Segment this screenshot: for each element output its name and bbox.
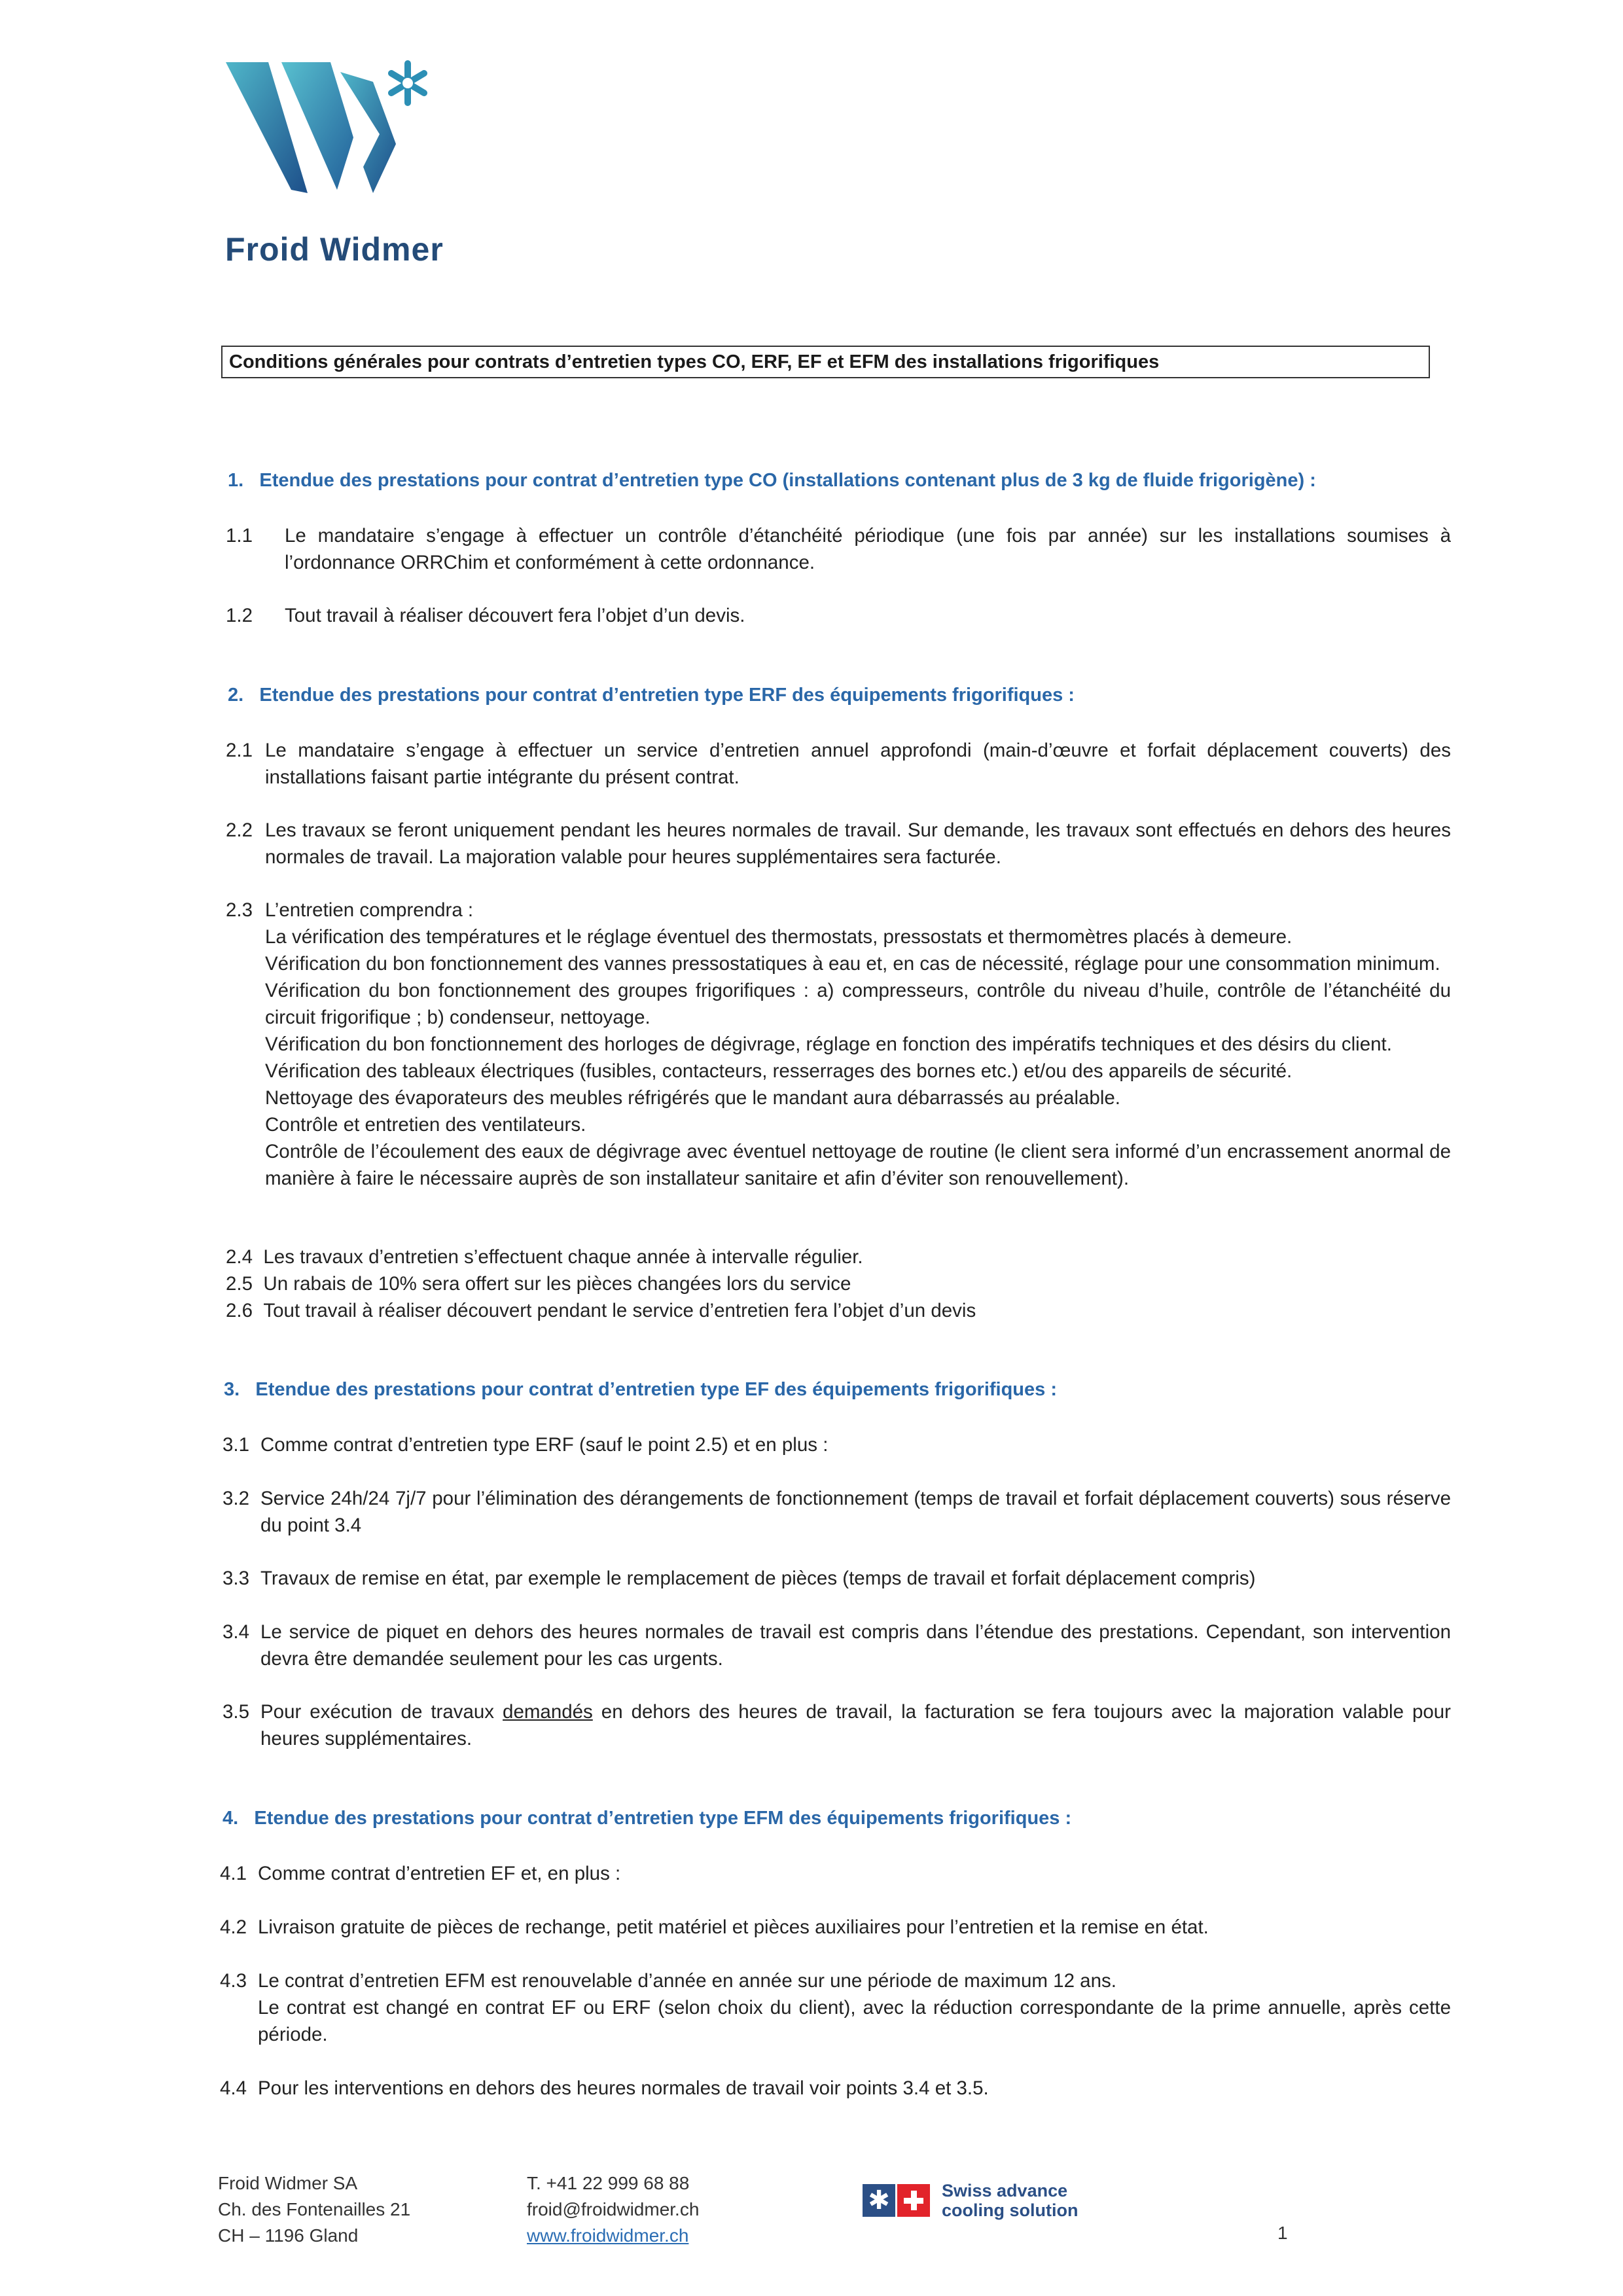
clause-number: 2.3 bbox=[226, 899, 253, 921]
city-address: CH – 1196 Gland bbox=[218, 2225, 359, 2246]
maintenance-item: Contrôle de l’écoulement des eaux de dégivrage avec éventuel nettoyage de routine (le client sera informé d’un encrassement anormal de manière à faire le nécessaire auprès de son installateur sanitaire et afin d’éviter son renouvellement). bbox=[265, 1141, 1451, 1189]
section-4-heading: 4. Etendue des prestations pour contrat d’entretien type EFM des équipements frigorifiques : bbox=[223, 1808, 1072, 1829]
underlined-word: demandés bbox=[503, 1701, 593, 1723]
clause-text: Livraison gratuite de pièces de rechange, petit matériel et pièces auxiliaires pour l’entretien et la remise en état. bbox=[258, 1916, 1209, 1938]
clause-text: Le contrat d’entretien EFM est renouvelable d’année en année sur une période de maximum 12 ans. bbox=[258, 1970, 1116, 1992]
clause-number: 4.3 bbox=[220, 1970, 247, 1992]
clause-3-4 bbox=[223, 1619, 1451, 1672]
maintenance-item: Vérification des tableaux électriques (fusibles, contacteurs, resserrages des bornes etc.) et/ou des appareils de sécurité. bbox=[265, 1060, 1293, 1082]
clause-text: Le mandataire s’engage à effectuer un contrôle d’étanchéité périodique (une fois par année) sur les installations soumises à l’ordonnance ORRChim et conformément à cette ordonnance. bbox=[285, 525, 1451, 573]
swiss-badge-line2: cooling solution bbox=[942, 2200, 1079, 2220]
clause-3-2 bbox=[223, 1485, 1451, 1539]
clause-4-2 bbox=[220, 1914, 1451, 1941]
maintenance-items-list bbox=[265, 924, 1451, 1192]
clause-number: 1.2 bbox=[226, 605, 253, 626]
froid-widmer-logo bbox=[223, 56, 445, 203]
clause-text bbox=[260, 1698, 1451, 1752]
maintenance-item: Nettoyage des évaporateurs des meubles réfrigérés que le mandant aura débarrassés au préalable. bbox=[265, 1087, 1120, 1109]
website-link[interactable]: www.froidwidmer.ch bbox=[527, 2225, 689, 2246]
document-title-text: Conditions générales pour contrats d’entretien types CO, ERF, EF et EFM des installations frigorifiques bbox=[229, 351, 1160, 372]
document-title bbox=[221, 346, 1430, 378]
clause-text: Comme contrat d’entretien EF et, en plus : bbox=[258, 1863, 621, 1884]
page-number: 1 bbox=[1277, 2223, 1288, 2243]
swiss-badge-label bbox=[942, 2181, 1078, 2220]
swiss-badge-line1: Swiss advance bbox=[942, 2181, 1068, 2200]
swiss-cross-icon bbox=[897, 2184, 930, 2217]
clause-number: 4.2 bbox=[220, 1916, 247, 1938]
maintenance-item: Vérification du bon fonctionnement des vannes pressostatiques à eau et, en cas de nécessité, réglage pour une consommation minimum. bbox=[265, 953, 1440, 975]
clause-number: 3.4 bbox=[223, 1621, 250, 1643]
clause-text: Tout travail à réaliser découvert fera l’objet d’un devis. bbox=[285, 605, 745, 626]
maintenance-item: La vérification des températures et le réglage éventuel des thermostats, pressostats et thermomètres placés à demeure. bbox=[265, 926, 1293, 948]
section-1-heading: 1. Etendue des prestations pour contrat d’entretien type CO (installations contenant plus de 3 kg de fluide frigorigène) : bbox=[228, 470, 1316, 491]
clause-number: 4.1 bbox=[220, 1863, 247, 1884]
maintenance-item: Vérification du bon fonctionnement des groupes frigorifiques : a) compresseurs, contrôle du niveau d’huile, contrôle de l’étanchéité du circuit frigorifique ; b) condenseur, nettoyage. bbox=[265, 980, 1451, 1028]
section-3-heading: 3. Etendue des prestations pour contrat d’entretien type EF des équipements frigorifiques : bbox=[224, 1379, 1057, 1400]
clause-text: Travaux de remise en état, par exemple le remplacement de pièces (temps de travail et forfait déplacement compris) bbox=[260, 1568, 1256, 1589]
brand-name: Froid Widmer bbox=[225, 231, 444, 268]
clause-number: 2.1 bbox=[226, 740, 253, 761]
clause-text: Les travaux se feront uniquement pendant les heures normales de travail. Sur demande, les travaux sont effectués en dehors des heures normales de travail. La majoration valable pour heures supplémentaires sera facturée. bbox=[265, 819, 1451, 868]
clause-4-3 bbox=[220, 1967, 1451, 2048]
clause-2-1 bbox=[226, 737, 1451, 791]
clause-number: 1.1 bbox=[226, 525, 253, 547]
snowflake-icon: ✱ bbox=[863, 2184, 895, 2217]
email-address: froid@froidwidmer.ch bbox=[527, 2199, 700, 2219]
clause-number: 3.2 bbox=[223, 1488, 250, 1509]
clause-3-1 bbox=[223, 1431, 1451, 1458]
maintenance-item: Vérification du bon fonctionnement des horloges de dégivrage, réglage en fonction des impératifs techniques et des désirs du client. bbox=[265, 1033, 1392, 1055]
footer-address bbox=[218, 2170, 410, 2249]
clause-2-2 bbox=[226, 817, 1451, 870]
clause-text: L’entretien comprendra : bbox=[265, 899, 474, 921]
clause-1-2 bbox=[226, 602, 1451, 629]
clause-4-1 bbox=[220, 1860, 1451, 1887]
clause-2-5: 2.5 Un rabais de 10% sera offert sur les pièces changées lors du service bbox=[226, 1273, 851, 1295]
clause-number: 3.5 bbox=[223, 1701, 250, 1723]
clause-text: Service 24h/24 7j/7 pour l’élimination des dérangements de fonctionnement (temps de travail et forfait déplacement couverts) sous réserve du point 3.4 bbox=[260, 1488, 1451, 1536]
clause-number: 2.2 bbox=[226, 819, 253, 841]
clause-2-4: 2.4 Les travaux d’entretien s’effectuent chaque année à intervalle régulier. bbox=[226, 1246, 863, 1268]
clause-text-part: en dehors des heures de travail, la facturation se fera toujours avec la majoration valable pour heures supplémentaires. bbox=[260, 1701, 1452, 1749]
clause-text: Le contrat est changé en contrat EF ou ERF (selon choix du client), avec la réduction correspondante de la prime annuelle, après cette période. bbox=[258, 1997, 1451, 2045]
maintenance-item: Contrôle et entretien des ventilateurs. bbox=[265, 1114, 586, 1136]
section-2-heading: 2. Etendue des prestations pour contrat d’entretien type ERF des équipements frigorifiques : bbox=[228, 685, 1075, 706]
swiss-advance-badge bbox=[863, 2181, 1078, 2220]
clause-4-4 bbox=[220, 2075, 1451, 2102]
clause-number: 3.3 bbox=[223, 1568, 250, 1589]
clause-text: Le mandataire s’engage à effectuer un service d’entretien annuel approfondi (main-d’œuvre et forfait déplacement couverts) des installations faisant partie intégrante du présent contrat. bbox=[265, 740, 1451, 788]
clause-number: 3.1 bbox=[223, 1434, 250, 1456]
clause-number: 4.4 bbox=[220, 2077, 247, 2099]
company-name: Froid Widmer SA bbox=[218, 2173, 358, 2193]
clause-2-6: 2.6 Tout travail à réaliser découvert pendant le service d’entretien fera l’objet d’un devis bbox=[226, 1300, 976, 1321]
footer-contact bbox=[527, 2170, 699, 2249]
clause-text-part: Pour exécution de travaux bbox=[260, 1701, 503, 1723]
clause-2-3 bbox=[226, 897, 1451, 924]
clause-text: Pour les interventions en dehors des heures normales de travail voir points 3.4 et 3.5. bbox=[258, 2077, 989, 2099]
clause-1-1 bbox=[226, 522, 1451, 576]
clause-text: Le service de piquet en dehors des heures normales de travail est compris dans l’étendue des prestations. Cependant, son intervention devra être demandée seulement pour les cas urgents. bbox=[260, 1621, 1451, 1670]
street-address: Ch. des Fontenailles 21 bbox=[218, 2199, 411, 2219]
phone-number: T. +41 22 999 68 88 bbox=[527, 2173, 690, 2193]
clause-3-5 bbox=[223, 1698, 1451, 1752]
clause-3-3 bbox=[223, 1565, 1451, 1592]
clause-text: Comme contrat d’entretien type ERF (sauf le point 2.5) et en plus : bbox=[260, 1434, 829, 1456]
